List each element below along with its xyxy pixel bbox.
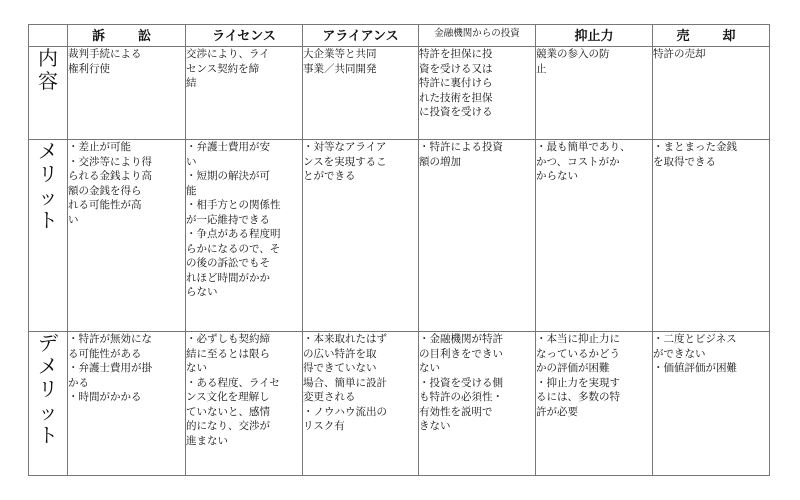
cell-text-line: ・本当に抑止力に: [536, 333, 620, 346]
cell-content-deterrence: [536, 47, 653, 140]
cell-text-line: ンスを実現するこ: [303, 155, 387, 168]
cell-content-litigation: [68, 47, 186, 140]
cell-text-line: ・差止が可能: [68, 141, 131, 154]
cell-text-line: ・抑止力を実現す: [536, 376, 620, 389]
cell-text-line: を取得できる: [653, 155, 716, 168]
cell-text-line: 事業／共同開発: [303, 62, 377, 75]
cell-text-line: 得できていない: [303, 362, 377, 375]
cell-text-line: ・対等なアライア: [303, 141, 387, 154]
cell-merit-license: [186, 140, 303, 332]
cell-text-line: 有効性を説明で: [419, 405, 493, 418]
cell-text-line: ・短期の解決が可: [186, 170, 270, 183]
row-content: [29, 47, 770, 140]
cell-text-line: きない: [419, 420, 451, 433]
cell-text-line: られる金銭より高: [68, 170, 152, 183]
cell-text-line: ・まとまった金銭: [653, 141, 737, 154]
cell-text-line: ンス文化を理解し: [186, 391, 270, 404]
cell-demerit-litigation: [68, 332, 186, 476]
row-label-content: 内容: [29, 47, 68, 140]
col-header-litigation: 訴 訟: [68, 25, 186, 47]
row-label-merit: メリット: [29, 140, 68, 332]
cell-text-line: 権利行使: [68, 62, 110, 75]
cell-text-line: い: [186, 155, 197, 168]
cell-text-line: るには、多数の特: [536, 391, 620, 404]
col-header-sale: 売 却: [653, 25, 770, 47]
cell-text-line: ・価値評価が困難: [653, 362, 737, 375]
cell-text-line: 額の金銭を得ら: [68, 184, 142, 197]
cell-text-line: からない: [536, 170, 578, 183]
col-header-alliance: アライアンス: [303, 25, 419, 47]
comparison-table: [28, 24, 770, 476]
cell-text-line: ・相手方との関係性: [186, 199, 281, 212]
row-label-demerit: デメリット: [29, 332, 68, 476]
cell-demerit-license: [186, 332, 303, 476]
cell-text-line: 場合、簡単に設計: [303, 376, 387, 389]
col-header-deterrence: 抑止力: [536, 25, 653, 47]
cell-content-license: [186, 47, 303, 140]
cell-text-line: の目利きをできい: [419, 347, 503, 360]
cell-text-line: センス契約を締: [186, 62, 260, 75]
cell-text-line: 進まない: [186, 434, 228, 447]
header-row: [29, 25, 770, 47]
cell-merit-financing: [419, 140, 536, 332]
cell-content-sale: [653, 47, 770, 140]
cell-text-line: ・金融機関が特許: [419, 333, 503, 346]
cell-text-line: 競業の参入の防: [536, 48, 610, 61]
cell-text-line: れた技術を担保: [419, 91, 493, 104]
cell-text-line: 資を受ける又は: [419, 62, 493, 75]
cell-text-line: 特許の売却: [653, 48, 706, 61]
cell-text-line: る可能性がある: [68, 347, 142, 360]
cell-text-line: かつ、コストがか: [536, 155, 620, 168]
col-header-license: ライセンス: [186, 25, 303, 47]
cell-merit-alliance: [303, 140, 419, 332]
row-demerit: [29, 332, 770, 476]
cell-text-line: ・ある程度、ライセ: [186, 376, 280, 389]
cell-text-line: ・投資を受ける側: [419, 376, 503, 389]
cell-text-line: 止: [536, 62, 547, 75]
cell-text-line: ・時間がかかる: [68, 391, 142, 404]
cell-text-line: も特許の必須性・: [419, 391, 503, 404]
cell-text-line: 結: [186, 77, 197, 90]
cell-text-line: ・特許が無効にな: [68, 333, 152, 346]
cell-text-line: らない: [186, 286, 218, 299]
row-merit: [29, 140, 770, 332]
cell-text-line: 許が必要: [536, 405, 578, 418]
col-header-financing: 金融機関からの投資: [419, 25, 536, 47]
cell-text-line: ・二度とビジネス: [653, 333, 737, 346]
cell-text-line: リスク有: [303, 420, 345, 433]
cell-text-line: ・交渉等により得: [68, 155, 152, 168]
cell-text-line: かる: [68, 376, 89, 389]
cell-text-line: ができない: [653, 347, 706, 360]
cell-text-line: れる可能性が高: [68, 199, 142, 212]
cell-text-line: とができる: [303, 170, 356, 183]
cell-text-line: ていないと、感情: [186, 405, 270, 418]
cell-text-line: ・争点がある程度明: [186, 228, 281, 241]
cell-text-line: ・弁護士費用が安: [186, 141, 270, 154]
cell-content-alliance: [303, 47, 419, 140]
cell-text-line: 額の増加: [419, 155, 461, 168]
cell-text-line: ない: [419, 362, 440, 375]
cell-text-line: 特許を担保に投: [419, 48, 493, 61]
cell-text-line: ない: [186, 362, 207, 375]
cell-text-line: 結に至るとは限ら: [186, 347, 270, 360]
cell-text-line: ・本来取れたはず: [303, 333, 387, 346]
cell-demerit-alliance: [303, 332, 419, 476]
cell-demerit-financing: [419, 332, 536, 476]
cell-text-line: ・必ずしも契約締: [186, 333, 270, 346]
cell-content-financing: [419, 47, 536, 140]
corner-cell: [29, 25, 68, 47]
cell-text-line: ・ノウハウ流出の: [303, 405, 387, 418]
cell-text-line: 能: [186, 184, 197, 197]
cell-text-line: れほど時間がかか: [186, 271, 270, 284]
cell-text-line: かの評価が困難: [536, 362, 610, 375]
cell-text-line: 大企業等と共同: [303, 48, 377, 61]
cell-text-line: の後の訴訟でもそ: [186, 257, 270, 270]
cell-text-line: ・特許による投資: [419, 141, 503, 154]
cell-text-line: い: [68, 213, 79, 226]
cell-text-line: なっているかどう: [536, 347, 620, 360]
cell-text-line: ・弁護士費用が掛: [68, 362, 152, 375]
cell-text-line: 的になり、交渉が: [186, 420, 270, 433]
cell-merit-sale: [653, 140, 770, 332]
cell-text-line: 変更される: [303, 391, 356, 404]
cell-text-line: が一応維持できる: [186, 213, 270, 226]
cell-merit-deterrence: [536, 140, 653, 332]
cell-text-line: 交渉により、ライ: [186, 48, 270, 61]
cell-text-line: ・最も簡単であり、: [536, 141, 631, 154]
cell-demerit-deterrence: [536, 332, 653, 476]
cell-text-line: 裁判手続による: [68, 48, 142, 61]
cell-merit-litigation: [68, 140, 186, 332]
cell-text-line: らかになるので、そ: [186, 242, 281, 255]
cell-demerit-sale: [653, 332, 770, 476]
cell-text-line: に投資を受ける: [419, 106, 493, 119]
cell-text-line: の広い特許を取: [303, 347, 377, 360]
cell-text-line: 特許に裏付けら: [419, 77, 493, 90]
